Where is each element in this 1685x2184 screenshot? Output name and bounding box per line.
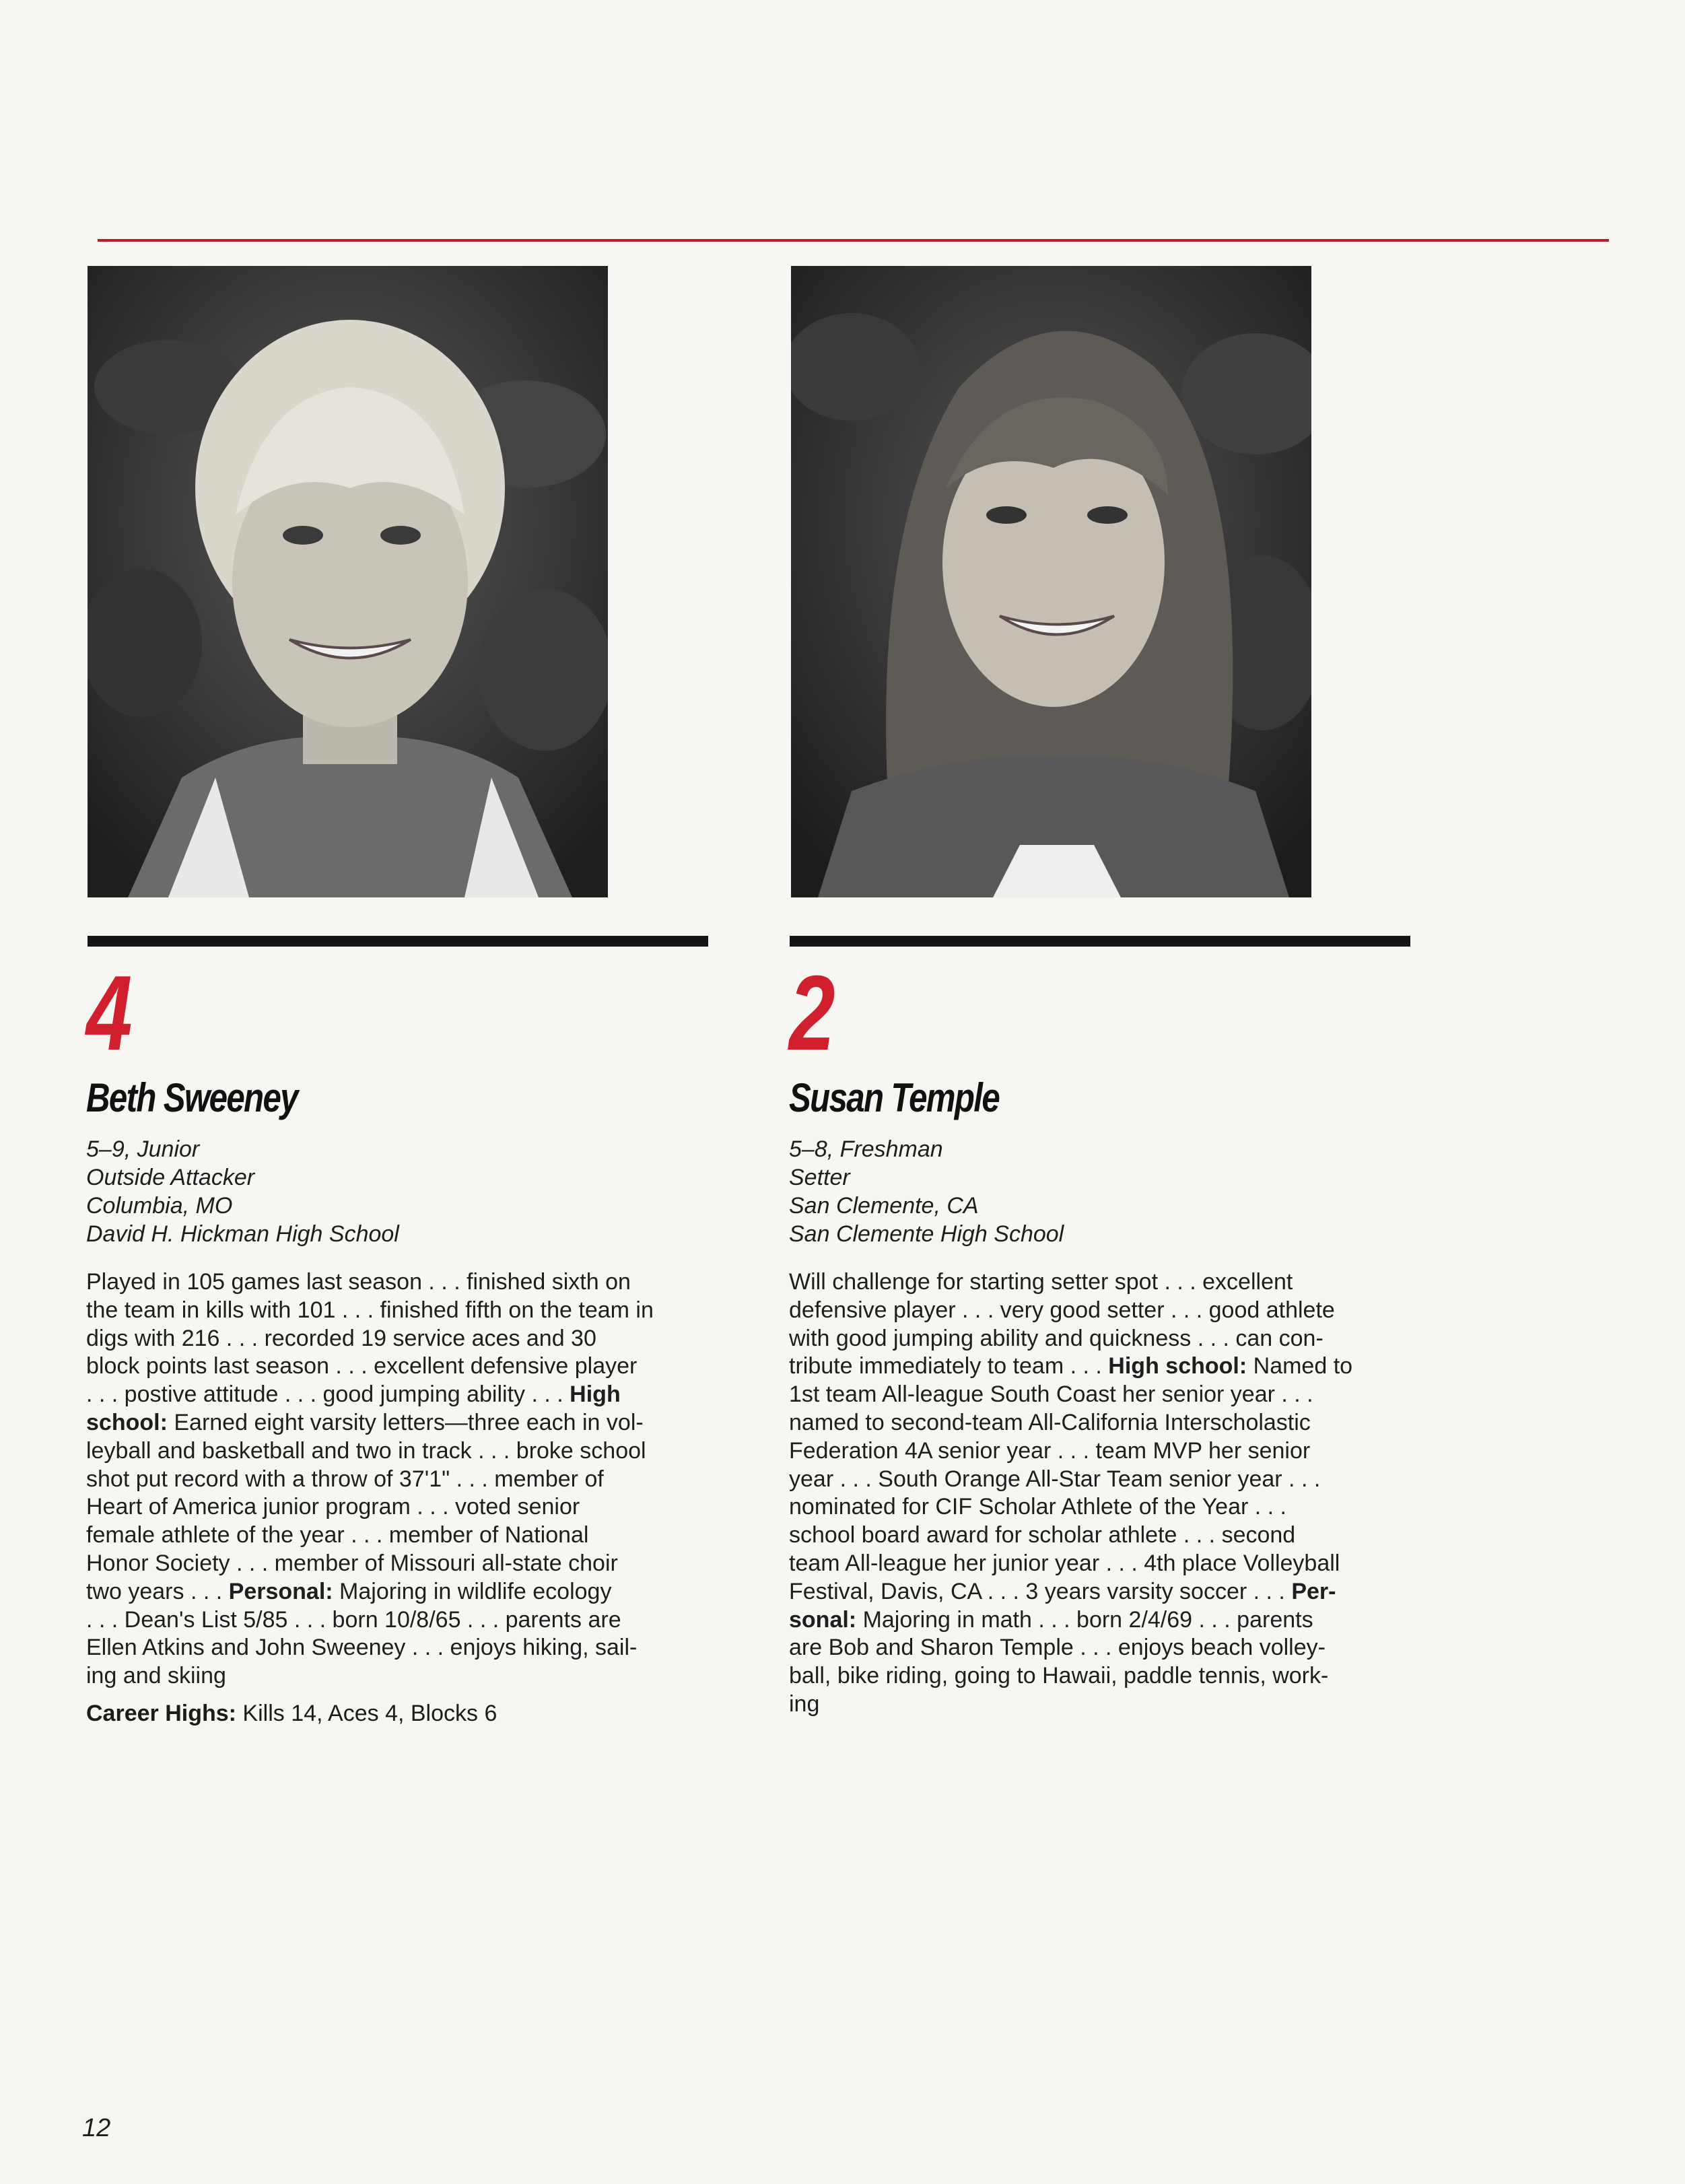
bio-line [789,1353,1415,1381]
player-profile-beth-sweeney [86,956,712,1728]
bio-line [86,1578,712,1606]
player-photo-susan-temple [791,266,1311,897]
bio-heading-personal: Per- [1291,1578,1336,1604]
bio-line [86,1409,712,1437]
high-school: San Clemente High School [789,1221,1064,1247]
position: Setter [789,1165,850,1190]
bio-line [789,1606,1415,1635]
jersey-number: 2 [789,954,833,1072]
bio-line: Will challenge for starting setter spot . . . excellent [789,1269,1293,1295]
bio-line: ing [789,1691,820,1717]
player-photo-beth-sweeney [88,266,608,897]
player-info [86,1135,712,1248]
bio-line: digs with 216 . . . recorded 19 service aces and 30 [86,1325,596,1351]
player-profile-susan-temple [789,956,1415,1719]
bio-line: leyball and basketball and two in track . . . broke school [86,1437,646,1464]
section-bar-left [88,936,708,947]
player-name: Beth Sweeney [86,1075,298,1120]
hometown: San Clemente, CA [789,1193,979,1219]
height-class: 5–9, Junior [86,1136,200,1162]
bio-line [789,1578,1415,1606]
player-bio [86,1268,712,1691]
high-school: David H. Hickman High School [86,1221,399,1247]
bio-text: Majoring in math . . . born 2/4/69 . . . parents [862,1606,1313,1633]
bio-line: nominated for CIF Scholar Athlete of the Year . . . [789,1494,1286,1520]
page-number: 12 [82,2114,111,2142]
bio-line: school board award for scholar athlete . . . second [789,1522,1296,1548]
bio-text: . . . postive attitude . . . good jumping ability . . . [86,1381,563,1408]
bio-line: block points last season . . . excellent defensive player [86,1353,638,1379]
career-highs-label: Career Highs: [86,1700,236,1726]
bio-heading-personal: Personal: [228,1578,333,1604]
height-class: 5–8, Freshman [789,1136,943,1162]
bio-line: 1st team All-league South Coast her senior year . . . [789,1381,1313,1408]
career-highs [86,1700,712,1728]
bio-line: Heart of America junior program . . . voted senior [86,1494,580,1520]
top-red-rule [98,239,1609,242]
bio-line: year . . . South Orange All-Star Team senior year . . . [789,1466,1321,1492]
bio-line [86,1381,712,1409]
bio-line: Ellen Atkins and John Sweeney . . . enjoys hiking, sail- [86,1635,638,1661]
bio-line: the team in kills with 101 . . . finished fifth on the team in [86,1297,654,1323]
bio-line: Honor Society . . . member of Missouri all-state choir [86,1550,618,1576]
bio-text: Named to [1253,1353,1353,1379]
bio-line: Federation 4A senior year . . . team MVP her senior [789,1437,1311,1464]
bio-line: Played in 105 games last season . . . finished sixth on [86,1269,631,1295]
player-info [789,1135,1415,1248]
bio-text: Majoring in wildlife ecology [339,1578,612,1604]
bio-line: defensive player . . . very good setter . . . good athlete [789,1297,1335,1323]
bio-line: shot put record with a throw of 37'1" . . . member of [86,1466,604,1492]
bio-line: team All-league her junior year . . . 4th place Volleyball [789,1550,1340,1576]
bio-line: female athlete of the year . . . member of National [86,1522,589,1548]
player-name: Susan Temple [789,1075,1000,1120]
jersey-number: 4 [86,954,131,1072]
hometown: Columbia, MO [86,1193,233,1219]
bio-line: ing and skiing [86,1663,226,1689]
bio-text: Earned eight varsity letters—three each in vol- [174,1409,644,1435]
bio-heading-personal-cont: sonal: [789,1606,857,1633]
bio-text: tribute immediately to team . . . [789,1353,1102,1379]
bio-line: named to second-team All-California Interscholastic [789,1409,1311,1435]
section-bar-right [790,936,1410,947]
bio-text: two years . . . [86,1578,223,1604]
bio-line: are Bob and Sharon Temple . . . enjoys beach volley- [789,1635,1326,1661]
bio-heading-high-school: High school: [1108,1353,1247,1379]
player-bio [789,1268,1415,1719]
bio-heading-high-school: High [570,1381,621,1408]
position: Outside Attacker [86,1165,255,1190]
career-highs-value: Kills 14, Aces 4, Blocks 6 [242,1700,497,1726]
bio-line: ball, bike riding, going to Hawaii, paddle tennis, work- [789,1663,1329,1689]
bio-line: . . . Dean's List 5/85 . . . born 10/8/65 . . . parents are [86,1606,621,1633]
bio-heading-high-school-cont: school: [86,1409,168,1435]
bio-text: Festival, Davis, CA . . . 3 years varsity soccer . . . [789,1578,1285,1604]
bio-line: with good jumping ability and quickness . . . can con- [789,1325,1323,1351]
